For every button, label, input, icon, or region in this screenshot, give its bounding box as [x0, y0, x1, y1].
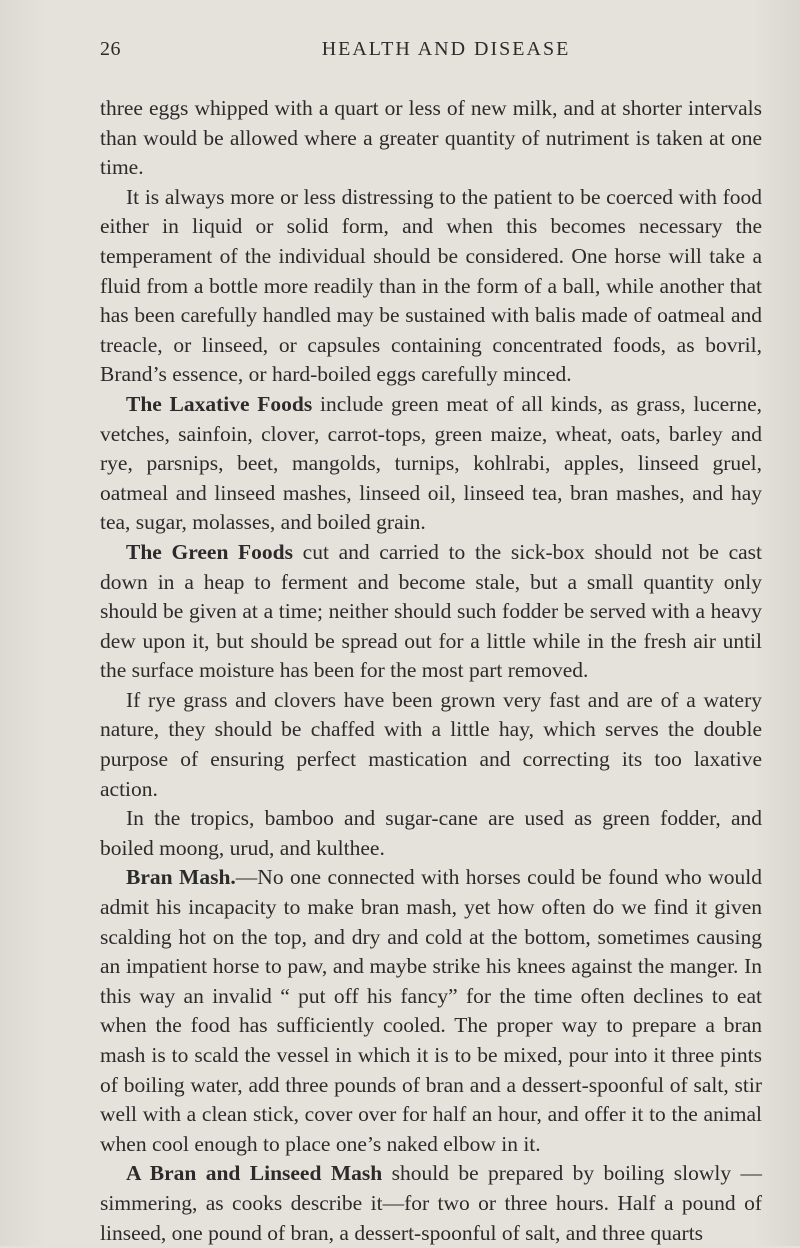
paragraph-text: include green meat of all kinds, as grass, lucerne, vetches, sainfoin, clover, carrot-tops, green maize, wheat, oats, barley and rye, parsnips, beet, mangolds, turnips, kohlrabi, apples, linseed gruel, oatmeal and linseed mashes, linseed oil, linseed tea, bran mashes, and hay tea, sugar, molasses, and boiled grain.: [100, 391, 762, 535]
run-in-heading: Bran Mash.: [126, 865, 236, 890]
run-in-heading: The Laxative Foods: [126, 391, 313, 416]
paragraph-text: It is always more or less distressing to the patient to be coerced with food either in liquid or solid form, and when this becomes necessary the temperament of the individual should be considered. One horse will take a fluid from a bottle more readily than in the form of a ball, while another that has been carefully handled may be sustained with balis made of oatmeal and treacle, or linseed, or capsules containing concentrated foods, as bovril, Brand’s essence, or hard-boiled eggs carefully minced.: [100, 184, 762, 387]
paragraph-bran-linseed-mash: [100, 1159, 762, 1248]
paragraph-tropics: [100, 804, 762, 863]
running-head: [100, 38, 762, 72]
running-title: HEALTH AND DISEASE: [321, 38, 571, 60]
paragraph-text: cut and carried to the sick-box should not be cast down in a heap to ferment and become stale, but a small quantity only should be given at a time; neither should such fodder be served with a heavy dew upon it, but should be spread out for a little while in the fresh air until the surface moisture has been for the most part removed.: [100, 539, 763, 683]
paragraph-green-foods: [100, 538, 762, 686]
paragraph-bran-mash: [100, 863, 762, 1159]
paragraph-text: three eggs whipped with a quart or less of new milk, and at shorter intervals than would be allowed where a greater quantity of nutriment is taken at one time.: [100, 96, 762, 180]
paragraph-text: If rye grass and clovers have been grown very fast and are of a watery nature, they should be chaffed with a little hay, which serves the double purpose of ensuring perfect mastication and correcting its too laxative action.: [100, 687, 762, 801]
paragraph-rye-grass: [100, 686, 762, 804]
paragraph-text: In the tropics, bamboo and sugar-cane are used as green fodder, and boiled moong, urud, and kulthee.: [100, 806, 762, 860]
run-in-heading: A Bran and Linseed Mash: [126, 1161, 383, 1186]
paragraph-coercion: [100, 183, 762, 390]
paragraph-text: should be prepared by boiling slowly —simmering, as cooks describe it—for two or three hours. Half a pound of linseed, one pound of bran, a dessert-spoonful of salt, and three quarts: [100, 1161, 762, 1245]
paragraph-text: —No one connected with horses could be found who would admit his incapacity to make bran mash, yet how often do we find it given scalding hot on the top, and dry and cold at the bottom, sometimes causing an impatient horse to paw, and maybe strike his knees against the manger. In this way an invalid “ put off his fancy” for the time often declines to eat when the food has sufficiently cooled. The proper way to prepare a bran mash is to scald the vessel in which it is to be mixed, pour into it three pints of boiling water, add three pounds of bran and a dessert-spoonful of salt, stir well with a clean stick, cover over for half an hour, and offer it to the animal when cool enough to place one’s naked elbow in it.: [100, 865, 762, 1156]
page-number: 26: [100, 38, 121, 60]
paragraph-continuation: [100, 94, 762, 183]
body-text: [100, 94, 762, 1248]
run-in-heading: The Green Foods: [126, 539, 294, 564]
paragraph-laxative-foods: [100, 390, 762, 538]
